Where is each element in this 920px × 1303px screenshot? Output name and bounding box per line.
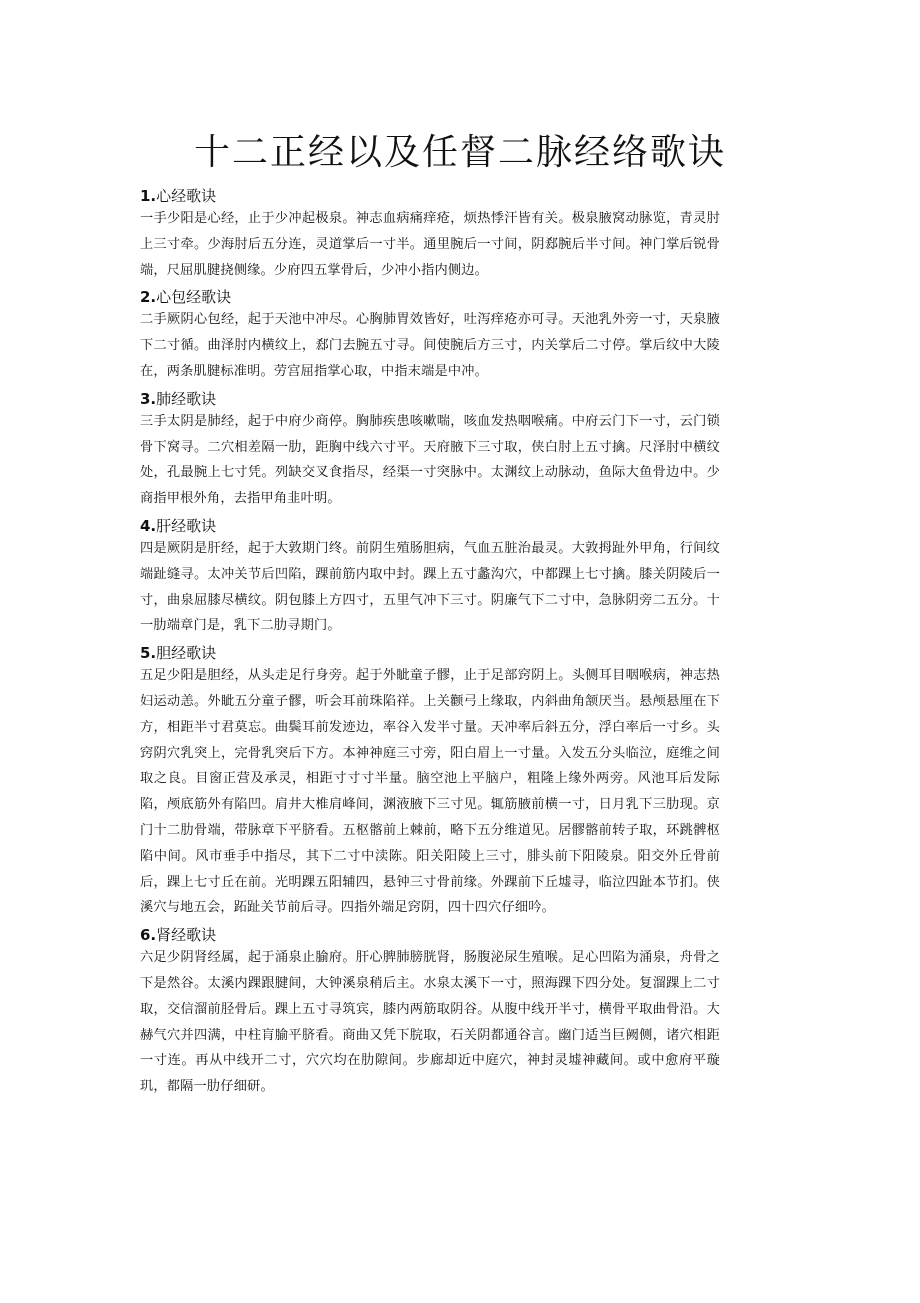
section-number: 1. [140, 187, 157, 205]
section-title: 肾经歌诀 [156, 926, 217, 945]
section-heading [140, 516, 720, 536]
section-number: 5. [140, 644, 157, 663]
section-pericardium [140, 287, 720, 384]
section-text: 六足少阴肾经属，起于涌泉止腧府。肝心脾肺膀胱肾，肠腹泌尿生殖喉。足心凹陷为涌泉，舟骨之下是然谷。太溪内踝跟腱间，大钟溪泉稍后主。水泉太溪下一寸，照海踝下四分处。复溜踝上二寸取，交信溜前胫骨后。踝上五寸寻筑宾，膝内两筋取阴谷。从腹中线开半寸，横骨平取曲骨沿。大赫气穴并四满，中柱肓腧平脐看。商曲又凭下脘取，石关阴都通谷言。幽门适当巨阙侧，诸穴相距一寸连。再从中线开二寸，穴穴均在肋隙间。步廊却近中庭穴，神封灵墟神藏间。或中愈府平璇玑，都隔一肋仔细研。 [140, 950, 720, 1095]
section-title: 胆经歌诀 [156, 644, 217, 663]
section-text: 四是厥阴是肝经，起于大敦期门终。前阴生殖肠胆病，气血五脏治最灵。大敦拇趾外甲角，行间纹端趾缝寻。太冲关节后凹陷，踝前筋内取中封。踝上五寸蠡沟穴，中都踝上七寸擒。膝关阴陵后一寸，曲泉屈膝尽横纹。阴包膝上方四寸，五里气冲下三寸。阴廉气下二寸中，急脉阴旁二五分。十一肋端章门是，乳下二肋寻期门。 [140, 540, 720, 634]
section-text: 五足少阳是胆经，从头走足行身旁。起于外眦童子髎，止于足部窍阴上。头侧耳目咽喉病，神志热妇运动恙。外眦五分童子髎，听会耳前珠陷祥。上关颧弓上缘取，内斜曲角颔厌当。悬颅悬厘在下方，相距半寸君莫忘。曲鬓耳前发迹边，率谷入发半寸量。天冲率后斜五分，浮白率后一寸乡。头窍阴穴乳突上，完骨乳突后下方。本神神庭三寸旁，阳白眉上一寸量。入发五分头临泣，庭维之间取之良。目窗正营及承灵，相距寸寸寸半量。脑空池上平脑户，粗隆上缘外两旁。风池耳后发际陷，颅底筋外有陷凹。肩井大椎肩峰间，渊液腋下三寸见。辄筋腋前横一寸，日月乳下三肋现。京门十二肋骨端，带脉章下平脐看。五枢髂前上棘前，略下五分维道见。居髎髂前转子取，环跳髀枢陷中间。风市垂手中指尽，其下二寸中渎陈。阳关阳陵上三寸，腓头前下阳陵泉。阳交外丘骨前后，踝上七寸丘在前。光明踝五阳辅四，悬钟三寸骨前缘。外踝前下丘墟寻，临泣四趾本节扪。侠溪穴与地五会，跖趾关节前后寻。四指外端足窍阴，四十四穴仔细吟。 [140, 668, 720, 916]
section-heading [140, 287, 720, 307]
section-title: 肺经歌诀 [156, 389, 217, 408]
section-lung [140, 389, 720, 512]
section-heart [140, 186, 720, 283]
section-liver [140, 516, 720, 639]
section-heading [140, 389, 720, 409]
section-text: 二手厥阴心包经，起于天池中冲尽。心胸肺胃效皆好，吐泻痒疮亦可寻。天池乳外旁一寸，天泉腋下二寸循。曲泽肘内横纹上，郄门去腕五寸寻。间使腕后方三寸，内关掌后二寸停。掌后纹中大陵在，两条肌腱标准明。劳宫屈指掌心取，中指末端是中冲。 [140, 312, 720, 379]
section-kidney [140, 925, 720, 1100]
section-number: 3. [140, 389, 157, 408]
section-gallbladder [140, 643, 720, 921]
section-text: 三手太阴是肺经，起于中府少商停。胸肺疾患咳嗽喘，咳血发热咽喉痛。中府云门下一寸，云门锁骨下窝寻。二穴相差隔一肋，距胸中线六寸平。天府腋下三寸取，侠白肘上五寸擒。尺泽肘中横纹处，孔最腕上七寸凭。列缺交叉食指尽，经渠一寸突脉中。太渊纹上动脉动，鱼际大鱼骨边中。少商指甲根外角，去指甲角韭叶明。 [140, 413, 720, 507]
section-heading [140, 643, 720, 663]
section-heading [140, 186, 720, 206]
section-text: 一手少阳是心经，止于少冲起极泉。神志血病痛痒疮，烦热悸汗皆有关。极泉腋窝动脉览，青灵肘上三寸牵。少海肘后五分连，灵道掌后一寸半。通里腕后一寸间，阴郄腕后半寸间。神门掌后锐骨端，尺屈肌腱挠侧缘。少府四五掌骨后，少冲小指内侧边。 [140, 211, 720, 278]
section-title: 心经歌诀 [156, 187, 217, 205]
document-content [140, 186, 720, 1104]
section-title: 心包经歌诀 [156, 288, 232, 307]
section-title: 肝经歌诀 [156, 516, 217, 535]
section-number: 4. [140, 516, 157, 535]
section-heading [140, 925, 720, 945]
section-number: 6. [140, 926, 157, 945]
page-title: 十二正经以及任督二脉经络歌诀 [193, 132, 726, 173]
section-number: 2. [140, 288, 157, 307]
